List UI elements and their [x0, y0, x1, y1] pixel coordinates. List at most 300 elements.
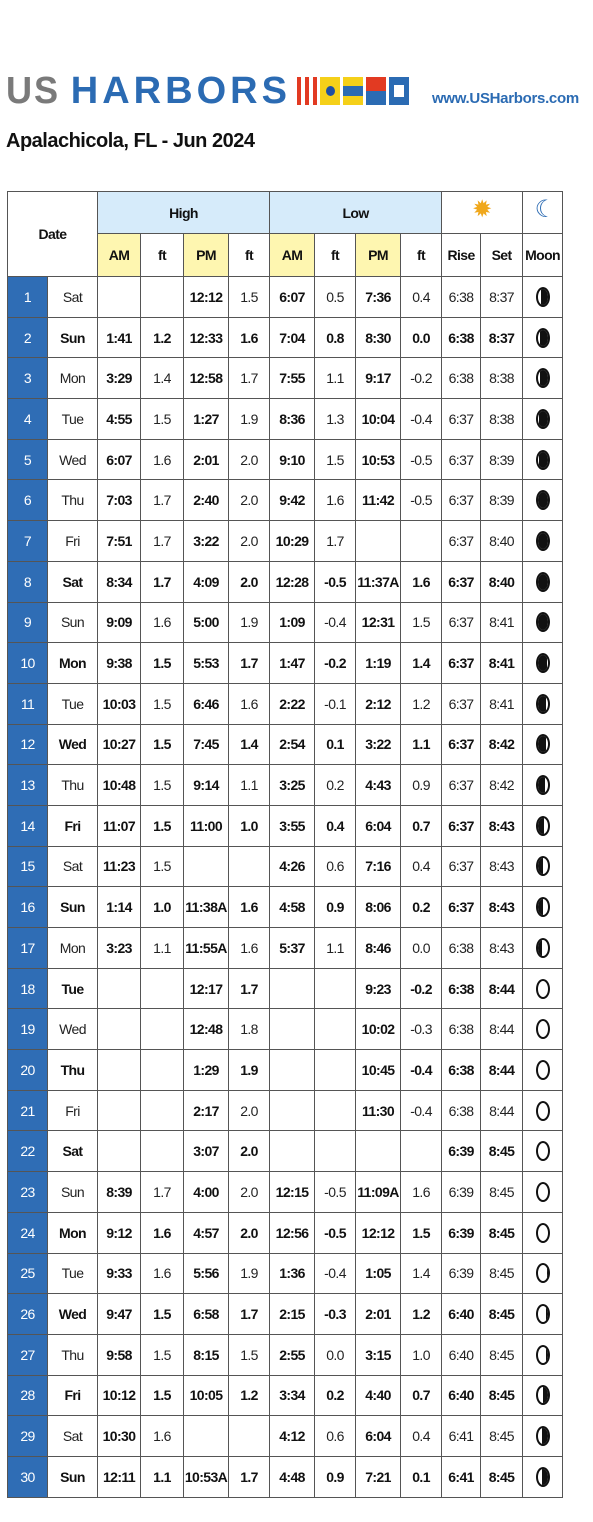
low-pm-time: 6:04: [356, 1416, 401, 1457]
sunrise-time: 6:37: [442, 399, 481, 440]
sunset-time: 8:45: [481, 1172, 523, 1213]
sunrise-time: 6:38: [442, 358, 481, 399]
sunset-time: 8:45: [481, 1131, 523, 1172]
moon-phase-cell: [523, 1416, 563, 1457]
low-pm-time: 4:40: [356, 1375, 401, 1416]
low-pm-time: 4:43: [356, 765, 401, 806]
sunset-time: 8:38: [481, 358, 523, 399]
high-pm-height: 2.0: [229, 1131, 270, 1172]
day-number: 10: [8, 643, 48, 684]
sunrise-time: 6:38: [442, 317, 481, 358]
date-header: Date: [8, 192, 98, 277]
low-am-height: 0.5: [315, 277, 356, 318]
table-row: [8, 1253, 563, 1294]
low-am-time: 12:56: [270, 1212, 315, 1253]
low-pm-height: -0.4: [401, 1090, 442, 1131]
high-am-height: 1.5: [141, 1294, 184, 1335]
high-pm-height: 1.7: [229, 643, 270, 684]
low-am-time: [270, 1050, 315, 1091]
flag-icon: [343, 77, 363, 105]
moon-phase-cell: [523, 928, 563, 969]
high-am-ft-header: ft: [141, 234, 184, 277]
table-row: [8, 1416, 563, 1457]
day-of-week: Sat: [48, 846, 98, 887]
sunrise-time: 6:38: [442, 928, 481, 969]
low-am-time: 9:10: [270, 439, 315, 480]
low-am-height: [315, 1009, 356, 1050]
day-of-week: Thu: [48, 1334, 98, 1375]
low-am-height: [315, 1131, 356, 1172]
high-am-height: 1.7: [141, 1172, 184, 1213]
high-pm-time: 5:56: [184, 1253, 229, 1294]
low-am-ft-header: ft: [315, 234, 356, 277]
low-am-time: 3:55: [270, 805, 315, 846]
sunrise-time: 6:39: [442, 1253, 481, 1294]
day-of-week: Thu: [48, 765, 98, 806]
day-number: 19: [8, 1009, 48, 1050]
sunrise-time: 6:38: [442, 1009, 481, 1050]
high-pm-height: 1.1: [229, 765, 270, 806]
sunrise-time: 6:38: [442, 968, 481, 1009]
low-pm-time: 7:36: [356, 277, 401, 318]
moon-phase-cell: [523, 724, 563, 765]
low-pm-height: 0.7: [401, 805, 442, 846]
low-am-time: 5:37: [270, 928, 315, 969]
low-am-time: 1:09: [270, 602, 315, 643]
low-am-height: 0.2: [315, 765, 356, 806]
moon-phase-cell: [523, 1253, 563, 1294]
moon-phase-cell: [523, 968, 563, 1009]
high-pm-time: 12:17: [184, 968, 229, 1009]
high-am-height: 1.6: [141, 602, 184, 643]
sun-header: [442, 192, 523, 234]
flag-icon: [366, 77, 386, 105]
low-pm-height: 1.1: [401, 724, 442, 765]
low-pm-height: 1.2: [401, 1294, 442, 1335]
high-pm-height: 2.0: [229, 480, 270, 521]
low-pm-height: -0.4: [401, 399, 442, 440]
moon-phase-icon: [536, 816, 550, 836]
table-row: [8, 887, 563, 928]
high-pm-time: 7:45: [184, 724, 229, 765]
moon-phase-icon: [536, 612, 550, 632]
table-row: [8, 968, 563, 1009]
low-pm-header: PM: [356, 234, 401, 277]
day-of-week: Sat: [48, 1131, 98, 1172]
low-pm-height: 0.2: [401, 887, 442, 928]
high-pm-height: 2.0: [229, 439, 270, 480]
sunrise-header: Rise: [442, 234, 481, 277]
moon-phase-cell: [523, 480, 563, 521]
sunset-time: 8:42: [481, 724, 523, 765]
low-am-height: -0.4: [315, 602, 356, 643]
table-row: [8, 1172, 563, 1213]
day-number: 29: [8, 1416, 48, 1457]
table-row: [8, 1212, 563, 1253]
low-am-time: 4:58: [270, 887, 315, 928]
day-number: 21: [8, 1090, 48, 1131]
day-of-week: Tue: [48, 399, 98, 440]
sunrise-time: 6:41: [442, 1456, 481, 1497]
high-pm-time: 10:05: [184, 1375, 229, 1416]
low-pm-height: 1.4: [401, 643, 442, 684]
high-am-height: 1.5: [141, 805, 184, 846]
day-number: 16: [8, 887, 48, 928]
low-am-time: 10:29: [270, 521, 315, 562]
table-row: [8, 765, 563, 806]
table-row: [8, 480, 563, 521]
moon-phase-cell: [523, 1009, 563, 1050]
table-row: [8, 724, 563, 765]
low-am-height: -0.5: [315, 1172, 356, 1213]
moon-phase-cell: [523, 1212, 563, 1253]
sunset-time: 8:41: [481, 683, 523, 724]
high-pm-height: 1.9: [229, 399, 270, 440]
table-row: [8, 399, 563, 440]
sunset-time: 8:40: [481, 521, 523, 562]
sunrise-time: 6:38: [442, 1090, 481, 1131]
high-am-time: 10:03: [98, 683, 141, 724]
high-am-time: 9:38: [98, 643, 141, 684]
low-am-height: 1.7: [315, 521, 356, 562]
high-pm-height: 1.7: [229, 358, 270, 399]
high-am-time: 7:03: [98, 480, 141, 521]
high-pm-height: 1.5: [229, 277, 270, 318]
high-am-height: [141, 1090, 184, 1131]
low-am-time: 4:12: [270, 1416, 315, 1457]
moon-phase-icon: [536, 734, 550, 754]
moon-phase-cell: [523, 1375, 563, 1416]
high-am-height: 1.1: [141, 1456, 184, 1497]
sunset-time: 8:45: [481, 1456, 523, 1497]
high-am-height: [141, 277, 184, 318]
day-number: 5: [8, 439, 48, 480]
low-pm-time: 2:01: [356, 1294, 401, 1335]
high-am-header: AM: [98, 234, 141, 277]
low-am-time: 1:36: [270, 1253, 315, 1294]
day-of-week: Sun: [48, 317, 98, 358]
table-row: [8, 439, 563, 480]
low-pm-time: 11:30: [356, 1090, 401, 1131]
high-pm-height: 2.0: [229, 1172, 270, 1213]
high-am-height: 1.7: [141, 521, 184, 562]
day-of-week: Wed: [48, 724, 98, 765]
day-of-week: Sat: [48, 1416, 98, 1457]
day-of-week: Sun: [48, 602, 98, 643]
sunset-time: 8:45: [481, 1334, 523, 1375]
high-am-time: 12:11: [98, 1456, 141, 1497]
high-pm-time: 2:17: [184, 1090, 229, 1131]
high-am-height: 1.5: [141, 846, 184, 887]
low-am-time: 8:36: [270, 399, 315, 440]
low-am-time: 2:22: [270, 683, 315, 724]
day-number: 24: [8, 1212, 48, 1253]
sunset-time: 8:44: [481, 1090, 523, 1131]
low-am-time: [270, 1009, 315, 1050]
sunrise-time: 6:40: [442, 1294, 481, 1335]
moon-phase-icon: [536, 450, 550, 470]
sunset-time: 8:45: [481, 1416, 523, 1457]
low-header: Low: [270, 192, 442, 234]
high-am-height: [141, 1131, 184, 1172]
moon-phase-cell: [523, 358, 563, 399]
sunrise-time: 6:37: [442, 724, 481, 765]
sunset-time: 8:37: [481, 277, 523, 318]
high-pm-time: 4:57: [184, 1212, 229, 1253]
sunrise-time: 6:37: [442, 561, 481, 602]
day-of-week: Mon: [48, 643, 98, 684]
high-am-height: [141, 968, 184, 1009]
high-pm-height: 1.9: [229, 1050, 270, 1091]
sunrise-time: 6:39: [442, 1172, 481, 1213]
sunrise-time: 6:40: [442, 1375, 481, 1416]
high-am-time: [98, 1009, 141, 1050]
low-am-height: 1.6: [315, 480, 356, 521]
low-pm-height: -0.5: [401, 439, 442, 480]
sunrise-time: 6:37: [442, 602, 481, 643]
sunset-header: Set: [481, 234, 523, 277]
website-link[interactable]: www.USHarbors.com: [432, 90, 579, 107]
low-am-height: 0.6: [315, 1416, 356, 1457]
day-number: 11: [8, 683, 48, 724]
day-number: 3: [8, 358, 48, 399]
moon-phase-icon: [536, 409, 550, 429]
high-am-time: 9:09: [98, 602, 141, 643]
high-pm-time: 2:01: [184, 439, 229, 480]
low-am-time: 1:47: [270, 643, 315, 684]
page-title: Apalachicola, FL - Jun 2024: [6, 130, 255, 152]
day-number: 23: [8, 1172, 48, 1213]
moon-phase-cell: [523, 683, 563, 724]
low-pm-height: -0.2: [401, 968, 442, 1009]
day-number: 2: [8, 317, 48, 358]
sunrise-time: 6:41: [442, 1416, 481, 1457]
high-am-time: 7:51: [98, 521, 141, 562]
high-pm-time: 4:00: [184, 1172, 229, 1213]
sunset-time: 8:43: [481, 805, 523, 846]
high-am-time: 10:30: [98, 1416, 141, 1457]
sunset-time: 8:39: [481, 439, 523, 480]
day-of-week: Sun: [48, 1456, 98, 1497]
day-number: 27: [8, 1334, 48, 1375]
moon-phase-icon: [536, 328, 550, 348]
day-of-week: Tue: [48, 1253, 98, 1294]
high-pm-height: [229, 846, 270, 887]
low-pm-time: 9:23: [356, 968, 401, 1009]
low-pm-time: 12:12: [356, 1212, 401, 1253]
high-pm-time: 1:29: [184, 1050, 229, 1091]
high-pm-height: 2.0: [229, 1212, 270, 1253]
low-pm-time: 10:04: [356, 399, 401, 440]
high-am-time: [98, 968, 141, 1009]
low-pm-height: -0.3: [401, 1009, 442, 1050]
low-am-height: -0.1: [315, 683, 356, 724]
high-pm-time: 10:53A: [184, 1456, 229, 1497]
sunset-time: 8:39: [481, 480, 523, 521]
low-pm-height: 0.4: [401, 1416, 442, 1457]
day-of-week: Fri: [48, 521, 98, 562]
sunset-time: 8:45: [481, 1253, 523, 1294]
day-of-week: Thu: [48, 1050, 98, 1091]
table-row: [8, 1009, 563, 1050]
high-am-height: 1.6: [141, 1416, 184, 1457]
sunset-time: 8:40: [481, 561, 523, 602]
high-am-time: 10:48: [98, 765, 141, 806]
day-number: 6: [8, 480, 48, 521]
high-pm-height: 1.7: [229, 1456, 270, 1497]
low-am-height: -0.4: [315, 1253, 356, 1294]
low-am-time: 3:25: [270, 765, 315, 806]
moon-phase-cell: [523, 1334, 563, 1375]
high-pm-height: 1.0: [229, 805, 270, 846]
day-of-week: Mon: [48, 1212, 98, 1253]
high-pm-header: PM: [184, 234, 229, 277]
moon-phase-cell: [523, 317, 563, 358]
high-pm-time: 3:22: [184, 521, 229, 562]
high-pm-time: 11:00: [184, 805, 229, 846]
table-row: [8, 561, 563, 602]
sunrise-time: 6:38: [442, 277, 481, 318]
moon-phase-icon: [536, 897, 550, 917]
high-pm-time: 9:14: [184, 765, 229, 806]
high-am-time: 3:29: [98, 358, 141, 399]
moon-phase-cell: [523, 1456, 563, 1497]
table-row: [8, 1050, 563, 1091]
high-pm-height: 1.6: [229, 683, 270, 724]
moon-phase-icon: [536, 490, 550, 510]
table-row: [8, 602, 563, 643]
low-pm-height: -0.2: [401, 358, 442, 399]
moon-phase-cell: [523, 643, 563, 684]
day-number: 17: [8, 928, 48, 969]
high-pm-height: 2.0: [229, 521, 270, 562]
low-pm-height: 1.6: [401, 1172, 442, 1213]
high-am-height: 1.5: [141, 1334, 184, 1375]
low-pm-time: [356, 521, 401, 562]
moon-phase-cell: [523, 887, 563, 928]
high-pm-time: 11:38A: [184, 887, 229, 928]
table-row: [8, 1090, 563, 1131]
sunrise-time: 6:37: [442, 521, 481, 562]
moon-header: [523, 192, 563, 234]
high-pm-height: [229, 1416, 270, 1457]
low-pm-height: 0.0: [401, 317, 442, 358]
high-am-time: [98, 1131, 141, 1172]
high-am-time: 1:41: [98, 317, 141, 358]
low-pm-time: 11:37A: [356, 561, 401, 602]
day-of-week: Mon: [48, 928, 98, 969]
low-am-height: 0.9: [315, 887, 356, 928]
day-of-week: Tue: [48, 968, 98, 1009]
low-pm-height: 0.0: [401, 928, 442, 969]
sunset-time: 8:44: [481, 1050, 523, 1091]
low-am-height: 0.0: [315, 1334, 356, 1375]
high-pm-time: 12:48: [184, 1009, 229, 1050]
sunset-time: 8:38: [481, 399, 523, 440]
low-pm-height: 1.6: [401, 561, 442, 602]
low-pm-time: 1:05: [356, 1253, 401, 1294]
low-am-height: 0.9: [315, 1456, 356, 1497]
high-am-height: 1.5: [141, 765, 184, 806]
high-pm-time: 6:46: [184, 683, 229, 724]
high-pm-height: 1.9: [229, 602, 270, 643]
low-pm-height: [401, 1131, 442, 1172]
day-of-week: Tue: [48, 683, 98, 724]
table-row: [8, 358, 563, 399]
low-am-height: -0.3: [315, 1294, 356, 1335]
high-pm-height: 2.0: [229, 561, 270, 602]
high-am-height: 1.4: [141, 358, 184, 399]
high-am-height: 1.7: [141, 480, 184, 521]
low-am-time: 9:42: [270, 480, 315, 521]
sunset-time: 8:44: [481, 968, 523, 1009]
low-am-height: -0.2: [315, 643, 356, 684]
moon-phase-cell: [523, 521, 563, 562]
moon-phase-cell: [523, 805, 563, 846]
table-row: [8, 643, 563, 684]
high-pm-height: 1.6: [229, 887, 270, 928]
sunrise-time: 6:37: [442, 683, 481, 724]
moon-phase-cell: [523, 765, 563, 806]
day-of-week: Fri: [48, 1090, 98, 1131]
low-am-time: 2:55: [270, 1334, 315, 1375]
day-number: 26: [8, 1294, 48, 1335]
low-am-time: 2:15: [270, 1294, 315, 1335]
high-pm-height: 2.0: [229, 1090, 270, 1131]
crescent-moon-icon: [535, 200, 551, 222]
moon-phase-cell: [523, 1294, 563, 1335]
low-am-height: 0.8: [315, 317, 356, 358]
sunrise-time: 6:37: [442, 765, 481, 806]
high-am-time: 9:33: [98, 1253, 141, 1294]
moon-phase-icon: [536, 694, 550, 714]
moon-phase-icon: [536, 1426, 550, 1446]
moon-phase-cell: [523, 1172, 563, 1213]
moon-phase-cell: [523, 1050, 563, 1091]
low-pm-time: 7:21: [356, 1456, 401, 1497]
low-am-time: 12:15: [270, 1172, 315, 1213]
table-row: [8, 805, 563, 846]
moon-phase-icon: [536, 1304, 550, 1324]
day-number: 25: [8, 1253, 48, 1294]
low-pm-time: 7:16: [356, 846, 401, 887]
low-am-time: 4:48: [270, 1456, 315, 1497]
low-pm-height: -0.5: [401, 480, 442, 521]
moon-phase-cell: [523, 561, 563, 602]
sunset-time: 8:43: [481, 887, 523, 928]
table-row: [8, 1294, 563, 1335]
low-pm-height: -0.4: [401, 1050, 442, 1091]
low-pm-height: 0.4: [401, 846, 442, 887]
low-pm-time: 1:19: [356, 643, 401, 684]
day-number: 13: [8, 765, 48, 806]
low-pm-time: 2:12: [356, 683, 401, 724]
low-pm-height: 0.7: [401, 1375, 442, 1416]
low-am-height: 1.1: [315, 928, 356, 969]
low-am-height: 1.3: [315, 399, 356, 440]
day-number: 7: [8, 521, 48, 562]
high-am-height: 1.6: [141, 439, 184, 480]
table-row: [8, 317, 563, 358]
high-am-time: 8:39: [98, 1172, 141, 1213]
high-pm-time: 4:09: [184, 561, 229, 602]
day-of-week: Wed: [48, 1009, 98, 1050]
high-am-height: 1.5: [141, 683, 184, 724]
day-of-week: Fri: [48, 805, 98, 846]
high-am-height: 1.5: [141, 399, 184, 440]
low-pm-height: 1.0: [401, 1334, 442, 1375]
low-pm-height: 1.5: [401, 602, 442, 643]
